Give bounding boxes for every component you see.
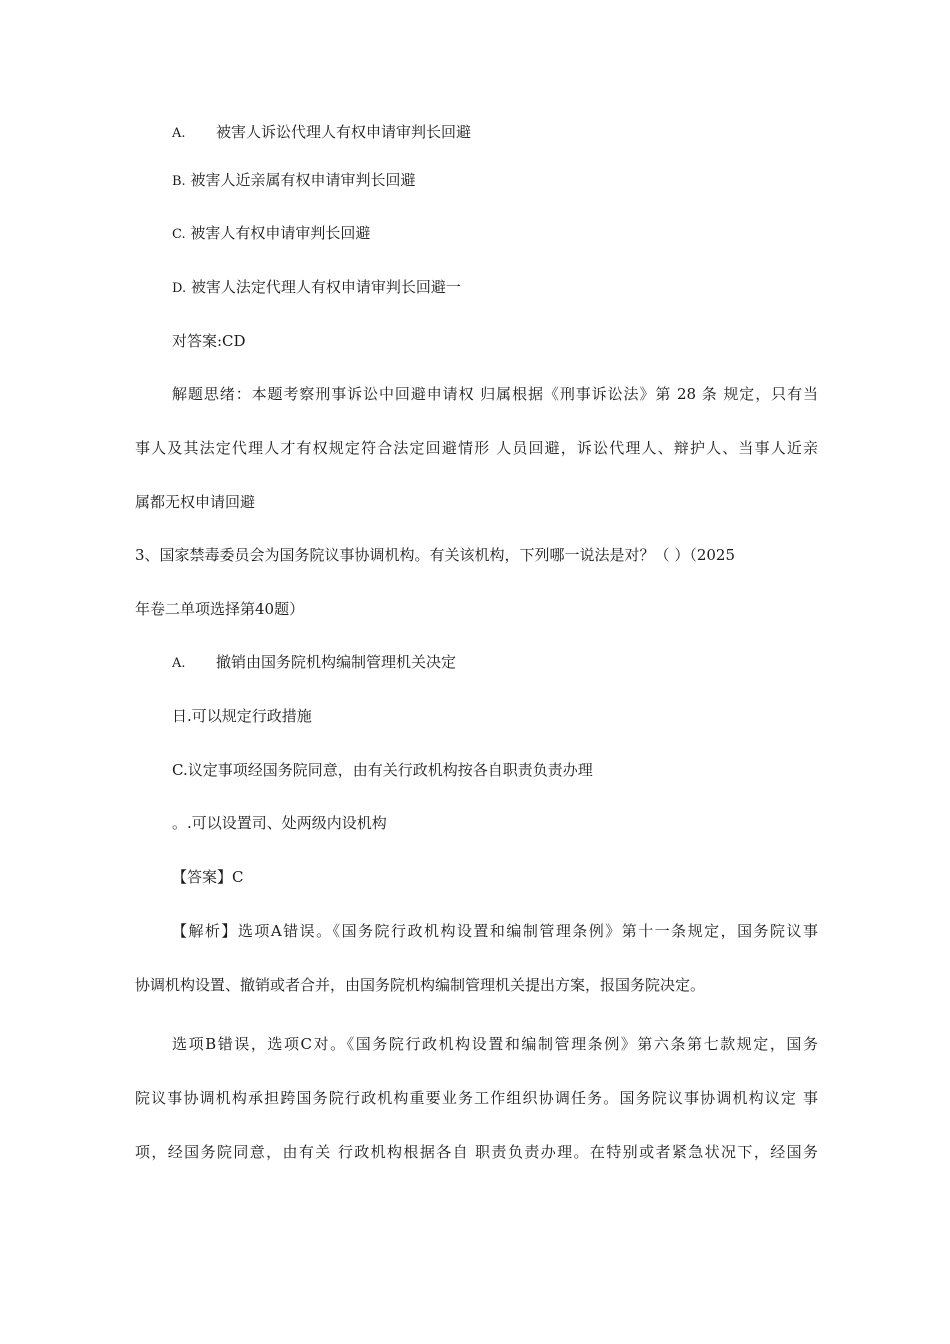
answer-line: 对答案:CD xyxy=(172,332,246,350)
option-a xyxy=(172,122,471,144)
option-b: 日.可以规定行政措施 xyxy=(172,707,312,725)
analysis-line: 选项B错误，选项C对。《国务院行政机构设置和编制管理条例》第六条第七款规定，国务 xyxy=(172,1035,818,1053)
option-text: 被害人法定代理人有权申请审判长回避一 xyxy=(190,278,461,296)
analysis-line: 院议事协调机构承担跨国务院行政机构重要业务工作组织协调任务。国务院议事协调机构议定 事 xyxy=(135,1089,818,1107)
option-c xyxy=(172,223,370,245)
option-text: 被害人近亲属有权申请审判长回避 xyxy=(190,171,416,189)
analysis-line: 项，经国务院同意，由有关 行政机构根据各自 职责负责办理。在特别或者紧急状况下，经国务 xyxy=(135,1143,818,1161)
option-label: C. xyxy=(172,227,186,242)
analysis-line: 事人及其法定代理人才有权规定符合法定回避情形 人员回避，诉讼代理人、辩护人、当事人近亲 xyxy=(135,439,818,457)
analysis-line: 协调机构设置、撤销或者合并，由国务院机构编制管理机关提出方案，报国务院决定。 xyxy=(135,976,706,994)
analysis-line: 【解析】选项A错误。《国务院行政机构设置和编制管理条例》第十一条规定，国务院议事 xyxy=(172,922,818,940)
option-a xyxy=(172,652,456,674)
option-label: A. xyxy=(172,656,186,671)
option-label: B. xyxy=(172,174,186,189)
analysis-line: 属都无权申请回避 xyxy=(135,493,256,511)
answer-line: 【答案】C xyxy=(172,868,244,886)
option-b xyxy=(172,170,415,192)
option-c: C.议定事项经国务院同意，由有关行政机构按各自职责负责办理 xyxy=(172,761,593,779)
option-text: 撤销由国务院机构编制管理机关决定 xyxy=(216,653,457,671)
question-text: 年卷二单项选择第40题） xyxy=(135,600,305,618)
option-text: 被害人诉讼代理人有权申请审判长回避 xyxy=(216,123,472,141)
option-text: 被害人有权申请审判长回避 xyxy=(190,224,371,242)
option-d xyxy=(172,277,461,299)
option-d: 。.可以设置司、处两级内设机构 xyxy=(172,814,387,832)
option-label: A. xyxy=(172,126,186,141)
question-text: 3、国家禁毒委员会为国务院议事协调机构。有关该机构，下列哪一说法是对？（ ）（2025 xyxy=(135,546,735,564)
analysis-line: 解题思绪：本题考察刑事诉讼中回避申请权 归属根据《刑事诉讼法》第 28 条 规定，只有当 xyxy=(172,385,818,403)
option-label: D. xyxy=(172,281,187,296)
